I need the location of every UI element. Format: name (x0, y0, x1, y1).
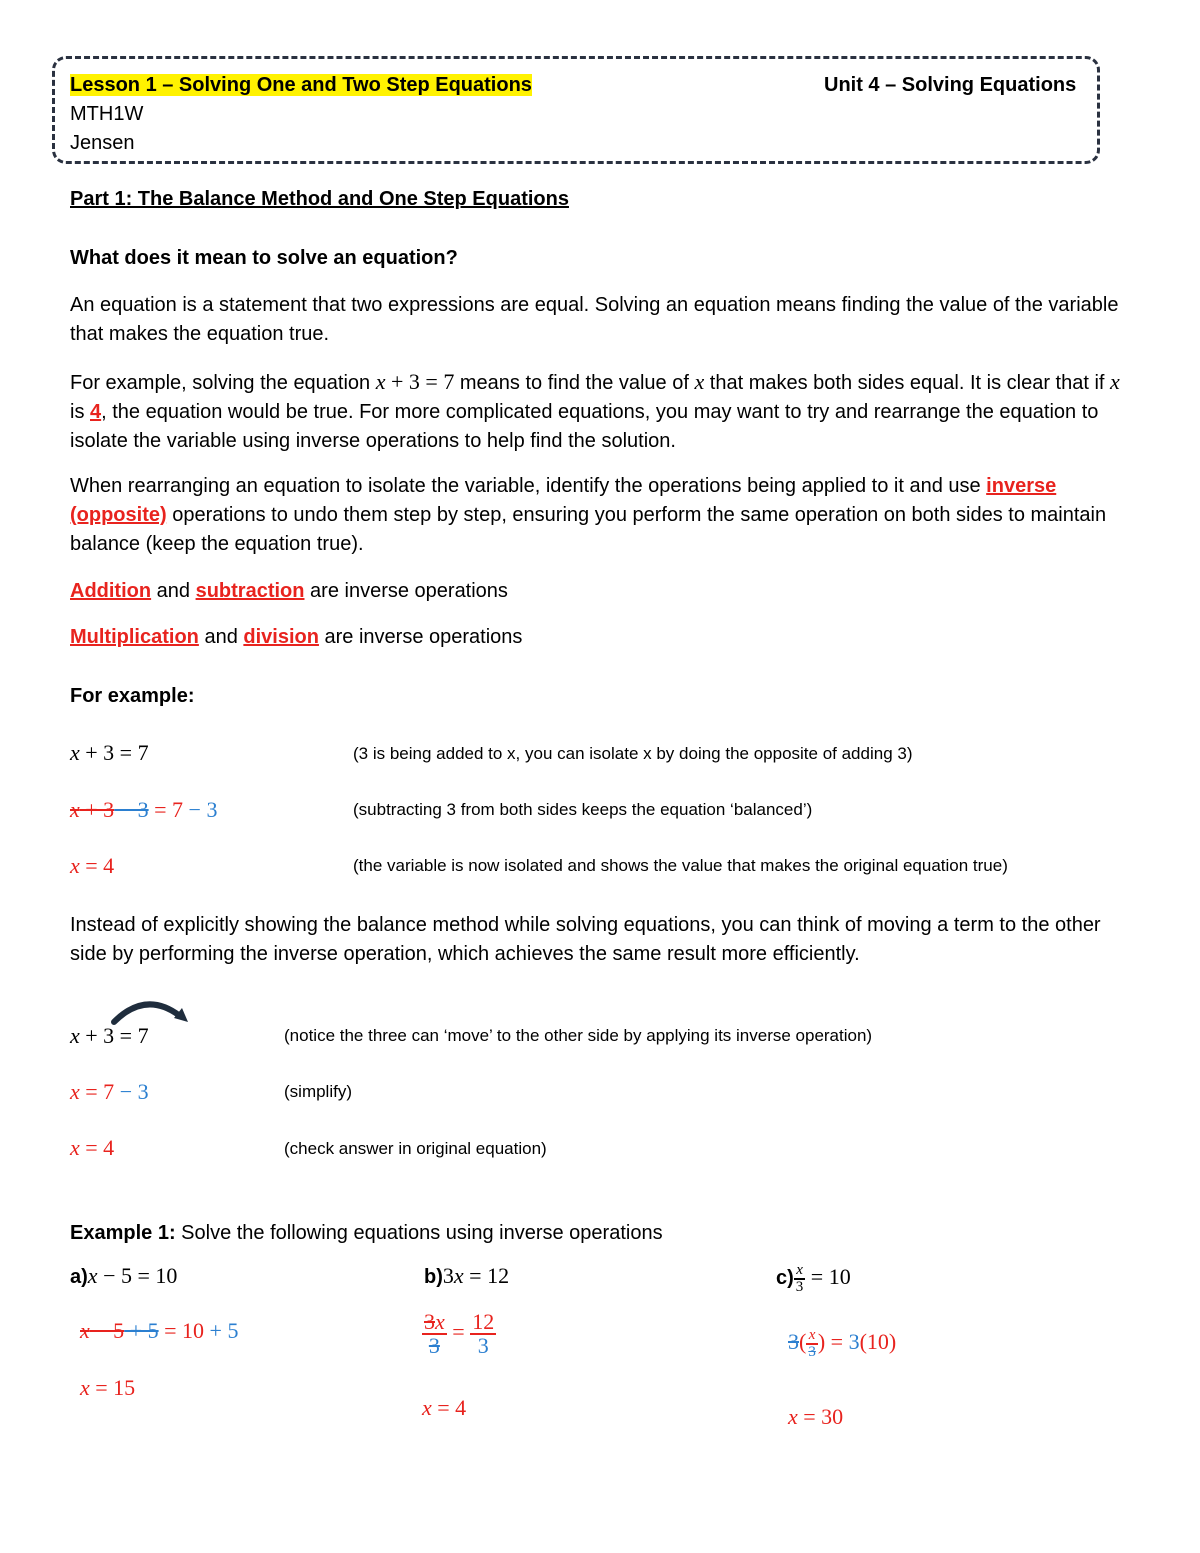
example1c-answer: x = 30 (788, 1404, 844, 1429)
inverse-term: inverse (opposite) (70, 475, 1057, 526)
example1a-problem: a)x − 5 = 10 (70, 1263, 178, 1288)
unit-title: Unit 4 – Solving Equations (824, 74, 1077, 96)
course-code: MTH1W (70, 103, 144, 125)
answer-four: 4 (90, 401, 102, 423)
example1c-step: 3( $\frac{x}{3}$ ) = 3(10) (788, 1327, 897, 1360)
paragraph-definition: An equation is a statement that two expressions are equal. Solving an equation means finding the value of the variable that makes the equation true. (70, 294, 1119, 345)
teacher-name: Jensen (70, 132, 135, 154)
paragraph-example: For example, solving the equation x + 3 = 7 means to find the value of x that makes both sides equal. It is clear that if x is 4, the equation would be true. For more complicated equations, you may want to try and rearrange the equation to isolate the variable using inverse operations to help find the solution. (70, 369, 1120, 452)
part1-heading: Part 1: The Balance Method and One Step Equations (70, 188, 569, 210)
inverse-pair-mul-div: Multiplication and division are inverse operations (70, 626, 523, 648)
step2-equation: x + 3 − 3 = 7 − 3 (70, 797, 218, 822)
inverse-pair-add-sub: Addition and subtraction are inverse operations (70, 580, 508, 602)
move-step1-note: (notice the three can ‘move’ to the other side by applying its inverse operation) (284, 1026, 873, 1045)
example1b-step: $\frac{3x}{3}$ = $\frac{12}{3}$ (424, 1309, 495, 1358)
lesson-title: Lesson 1 – Solving One and Two Step Equations (70, 74, 532, 96)
step2-note: (subtracting 3 from both sides keeps the equation ‘balanced’) (353, 800, 813, 819)
step1-equation: x + 3 = 7 (70, 740, 149, 765)
move-step1-equation: x + 3 = 7 (70, 1023, 149, 1048)
example1b-problem: b)3x = 12 (424, 1263, 510, 1288)
example1b-answer: x = 4 (422, 1395, 467, 1420)
step3-equation: x = 4 (70, 853, 115, 878)
move-step2-note: (simplify) (284, 1082, 352, 1101)
for-example-label: For example: (70, 685, 195, 707)
move-step3-equation: x = 4 (70, 1135, 115, 1160)
header-box (52, 56, 1100, 164)
question-heading: What does it mean to solve an equation? (70, 247, 458, 269)
example1a-answer: x = 15 (80, 1375, 136, 1400)
step3-note: (the variable is now isolated and shows the value that makes the original equation true) (353, 856, 1008, 875)
paragraph-inverse: When rearranging an equation to isolate the variable, identify the operations being applied to it and use inverse (opposite) operations to undo them step by step, ensuring you perform the same operation on both sides to maintain balance (keep the equation true). (70, 475, 1107, 555)
example1a-step: x − 5 + 5 = 10 + 5 (80, 1318, 239, 1343)
move-step2-equation: x = 7 − 3 (70, 1079, 149, 1104)
move-step3-note: (check answer in original equation) (284, 1139, 547, 1158)
example1c-problem: c) $\frac{x}{3}$ = 10 (776, 1262, 851, 1295)
paragraph-move-term: Instead of explicitly showing the balance method while solving equations, you can think of moving a term to the other side by performing the inverse operation, which achieves the same result more efficiently. (70, 914, 1101, 965)
step1-note: (3 is being added to x, you can isolate x by doing the opposite of adding 3) (353, 744, 913, 763)
example1-heading: Example 1: Solve the following equations using inverse operations (70, 1222, 663, 1244)
